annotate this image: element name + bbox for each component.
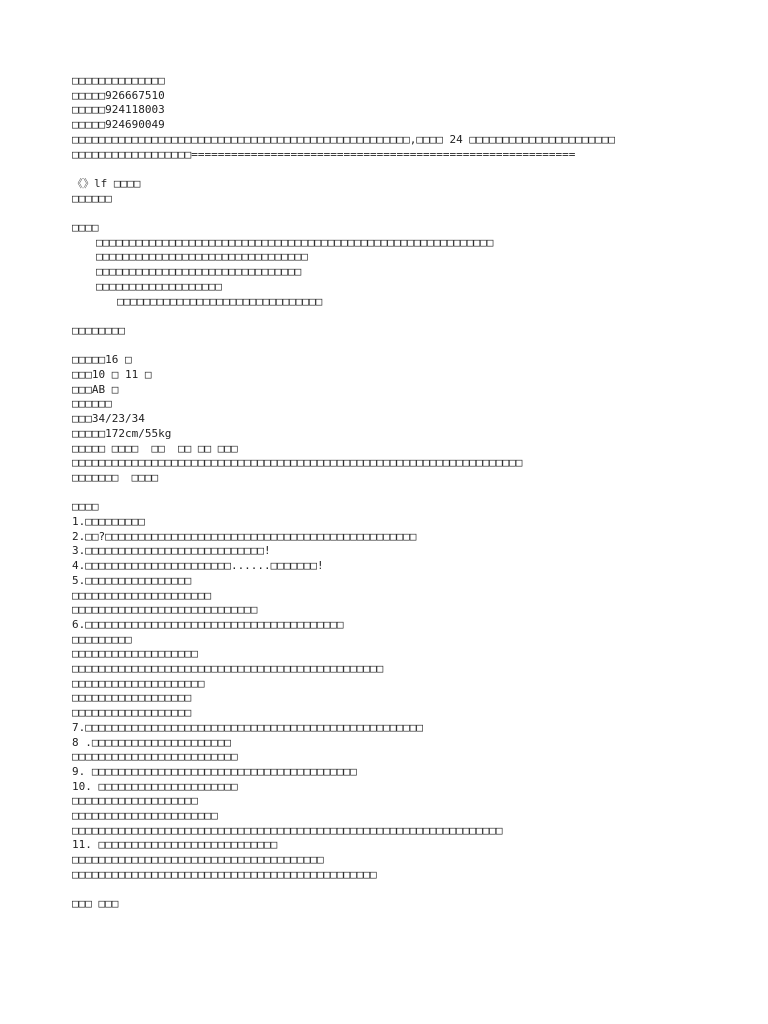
intro-heading: □□□□ [72,221,99,234]
spacer [72,486,712,501]
list-item: □□□□□□□□□□□□□□□□□□ [72,691,192,705]
stat-age: □□□□□16 □ [72,353,132,367]
list-item: □□□□□□□□□□□□□□□□□□□□ [72,676,205,690]
stat-birthday: □□□10 □ 11 □ [72,368,152,381]
footer-line: □□□ □□□ [72,897,119,911]
list-item: □□□□□□□□□□□□□□□□□□□□□□□□□□□□ [72,603,258,617]
list-item: 7.□□□□□□□□□□□□□□□□□□□□□□□□□□□□□□□□□□□□□□□□□□□□□□□□□□□ [72,720,423,734]
list-item: 10. □□□□□□□□□□□□□□□□□□□□□ [72,779,238,793]
notice-line: □□□□□□□□□□□□□□□□□□□□□□□□□□□□□□□□□□□□□□□□□□□□□□□□□□□,□□□□ 24 □□□□□□□□□□□□□□□□□□□□□□ [72,132,616,146]
list-item: □□□□□□□□□□□□□□□□□□□□□ [72,588,212,602]
list-item: 2.□□?□□□□□□□□□□□□□□□□□□□□□□□□□□□□□□□□□□□□□□□□□□□□□□□ [72,529,417,543]
intro-line: □□□□□□□□□□□□□□□□□□□ [96,279,222,293]
intro-line: □□□□□□□□□□□□□□□□□□□□□□□□□□□□□□□□ [96,250,308,264]
list-item: □□□□□□□□□ [72,632,132,646]
list-item: □□□□□□□□□□□□□□□□□□ [72,706,192,720]
phone-line-1: □□□□□926667510 [72,88,165,102]
stat-line: □□□□□□□ □□□□ [72,470,159,484]
list-item: 6.□□□□□□□□□□□□□□□□□□□□□□□□□□□□□□□□□□□□□□□ [72,617,344,631]
list-item: 4.□□□□□□□□□□□□□□□□□□□□□□......□□□□□□□! [72,559,324,573]
list-item: □□□□□□□□□□□□□□□□□□□□□□□□□□□□□□□□□□□□□□ [72,853,324,867]
profile-name: 《》lf □□□□ [72,176,141,190]
phone-line-2: □□□□□924118003 [72,103,165,117]
stat-measurements: □□□34/23/34 [72,412,145,426]
spacer [72,339,712,354]
list-item: 11. □□□□□□□□□□□□□□□□□□□□□□□□□□□ [72,838,278,852]
intro-line: □□□□□□□□□□□□□□□□□□□□□□□□□□□□□□□□□□□□□□□□□□□□□□□□□□□□□□□□□□□□ [96,235,494,249]
list-item: □□□□□□□□□□□□□□□□□□□□□□□□□□□□□□□□□□□□□□□□□□□□□□ [72,867,377,881]
document-page [72,74,712,912]
list-item: □□□□□□□□□□□□□□□□□□□ [72,647,198,661]
list-item: 1.□□□□□□□□□ [72,515,145,529]
stat-line: □□□□□□□□□□□□□□□□□□□□□□□□□□□□□□□□□□□□□□□□□□□□□□□□□□□□□□□□□□□□□□□□□□□□ [72,456,523,470]
list-item: □□□□□□□□□□□□□□□□□□□ [72,794,198,808]
spacer [72,162,712,177]
list-item: 9. □□□□□□□□□□□□□□□□□□□□□□□□□□□□□□□□□□□□□□□□ [72,764,357,778]
list-item: □□□□□□□□□□□□□□□□□□□□□□□□□ [72,750,238,764]
document-title: □□□□□□□□□□□□□□ [72,74,165,87]
spacer [72,206,712,221]
list-heading: □□□□ [72,500,99,514]
stat-line: □□□□□□ [72,397,112,411]
separator-line: □□□□□□□□□□□□□□□□□□========================================================== [72,147,576,161]
stat-blood-type: □□□AB □ [72,382,119,396]
intro-line: □□□□□□□□□□□□□□□□□□□□□□□□□□□□□□□ [96,265,302,279]
profile-subtitle: □□□□□□ [72,191,112,205]
spacer [72,309,712,324]
list-item: □□□□□□□□□□□□□□□□□□□□□□ [72,809,218,823]
spacer [72,883,712,898]
intro-subline: □□□□□□□□□□□□□□□□□□□□□□□□□□□□□□□ [117,294,323,308]
stat-line: □□□□□ □□□□ □□ □□ □□ □□□ [72,441,238,455]
list-item: 8 .□□□□□□□□□□□□□□□□□□□□□ [72,735,231,749]
list-item: 5.□□□□□□□□□□□□□□□□ [72,573,192,587]
phone-line-3: □□□□□924690049 [72,118,165,132]
list-item: □□□□□□□□□□□□□□□□□□□□□□□□□□□□□□□□□□□□□□□□□□□□□□□□□□□□□□□□□□□□□□□□□ [72,823,503,837]
stat-height-weight: □□□□□172cm/55kg [72,426,172,440]
stats-heading: □□□□□□□□ [72,323,125,337]
list-item: □□□□□□□□□□□□□□□□□□□□□□□□□□□□□□□□□□□□□□□□□□□□□□□ [72,662,384,676]
list-item: 3.□□□□□□□□□□□□□□□□□□□□□□□□□□□! [72,544,271,558]
